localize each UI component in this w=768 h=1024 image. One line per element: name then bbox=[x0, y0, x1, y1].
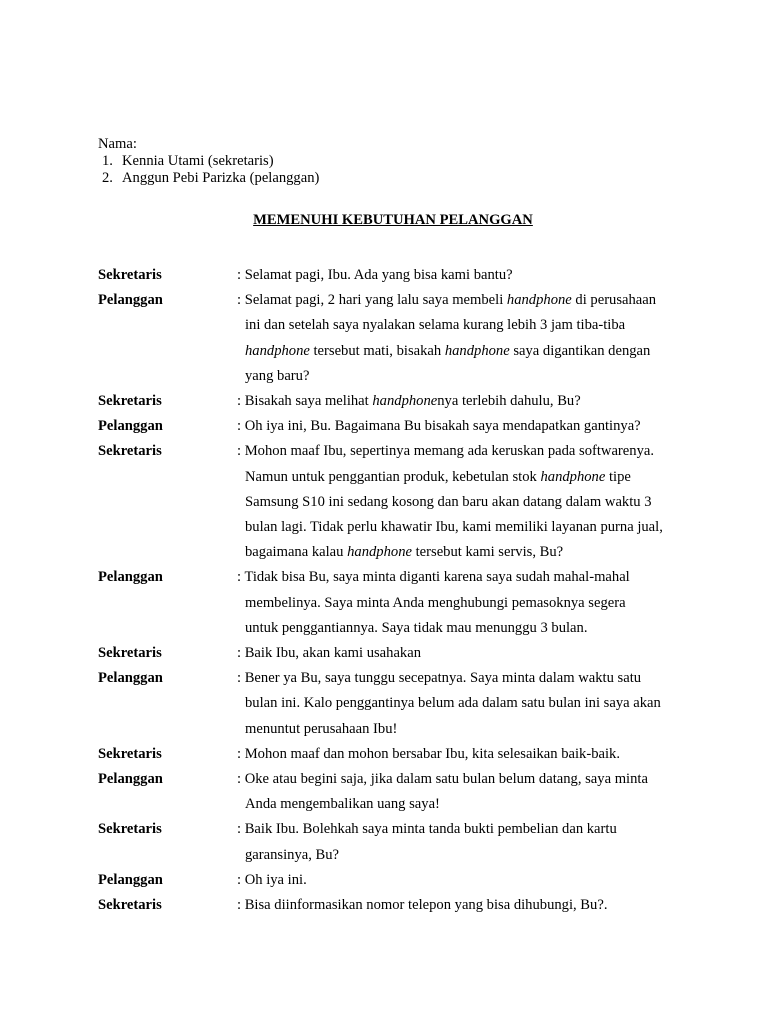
speech-segment: garansinya, Bu? bbox=[245, 846, 340, 863]
speech-segment: : Bener ya Bu, saya tunggu secepatnya. Saya minta dalam waktu satu bbox=[237, 670, 642, 687]
speaker-label: Pelanggan bbox=[98, 569, 163, 586]
speech-line bbox=[237, 313, 698, 338]
speech-line bbox=[237, 465, 698, 490]
speech-segment: : Oh iya ini, Bu. Bagaimana Bu bisakah saya mendapatkan gantinya? bbox=[237, 418, 641, 435]
speech-text bbox=[237, 868, 698, 893]
speaker-label: Sekretaris bbox=[98, 393, 162, 410]
speech-text bbox=[237, 767, 698, 817]
speech-text bbox=[237, 817, 698, 867]
speaker-label: Pelanggan bbox=[98, 771, 163, 788]
speech-segment: tipe bbox=[605, 468, 631, 485]
speech-line bbox=[237, 641, 698, 666]
speech-line bbox=[237, 364, 698, 389]
speech-line bbox=[237, 565, 698, 590]
dialog-turn bbox=[98, 893, 698, 918]
dialog-turn bbox=[98, 767, 698, 817]
speech-segment: : Baik Ibu, akan kami usahakan bbox=[237, 645, 421, 662]
participant-name: Kennia Utami (sekretaris) bbox=[122, 153, 274, 169]
dialog-turn bbox=[98, 565, 698, 641]
speaker-label: Sekretaris bbox=[98, 443, 162, 460]
speech-segment: menuntut perusahaan Ibu! bbox=[245, 720, 398, 737]
speech-line bbox=[237, 767, 698, 792]
speech-segment: : Selamat pagi, Ibu. Ada yang bisa kami bantu? bbox=[237, 267, 513, 283]
speech-text bbox=[237, 389, 698, 414]
dialog-turn bbox=[98, 868, 698, 893]
dialog-turn bbox=[98, 742, 698, 767]
speech-segment: : Selamat pagi, 2 hari yang lalu saya membeli bbox=[237, 292, 507, 309]
speech-segment: : Tidak bisa Bu, saya minta diganti karena saya sudah mahal-mahal bbox=[237, 569, 630, 586]
dialog-turn bbox=[98, 817, 698, 867]
speech-line bbox=[237, 717, 698, 742]
speech-text bbox=[237, 893, 698, 918]
speech-segment: nya terlebih dahulu, Bu? bbox=[437, 393, 581, 410]
speech-segment: saya digantikan dengan bbox=[509, 342, 651, 359]
participant-number: 1. bbox=[102, 153, 113, 169]
speech-segment: membelinya. Saya minta Anda menghubungi pemasoknya segera bbox=[245, 594, 626, 611]
speech-line bbox=[237, 742, 698, 767]
speaker-label: Pelanggan bbox=[98, 292, 163, 309]
speech-segment: Anda mengembalikan uang saya! bbox=[245, 796, 440, 813]
speech-segment: : Bisa diinformasikan nomor telepon yang bisa dihubungi, Bu?. bbox=[237, 897, 608, 914]
participants-list bbox=[98, 136, 319, 187]
dialog-turn bbox=[98, 389, 698, 414]
speech-line bbox=[237, 691, 698, 716]
participants-label: Nama: bbox=[98, 136, 137, 152]
speech-segment: bagaimana kalau bbox=[245, 544, 348, 561]
dialog-turn bbox=[98, 666, 698, 742]
speaker-label: Sekretaris bbox=[98, 897, 162, 914]
speech-line bbox=[237, 439, 698, 464]
speech-text bbox=[237, 565, 698, 641]
speech-segment: tersebut kami servis, Bu? bbox=[411, 544, 564, 561]
italic-term: handphone bbox=[540, 468, 606, 485]
speech-line bbox=[237, 389, 698, 414]
speech-segment: ini dan setelah saya nyalakan selama kurang lebih 3 jam tiba-tiba bbox=[245, 317, 626, 334]
speech-text bbox=[237, 666, 698, 742]
speech-segment: bulan lagi. Tidak perlu khawatir Ibu, kami memiliki layanan purna jual, bbox=[245, 519, 663, 536]
participant-number: 2. bbox=[102, 170, 113, 186]
speaker-label: Sekretaris bbox=[98, 745, 162, 762]
speech-text bbox=[237, 414, 698, 439]
speech-text bbox=[237, 288, 698, 389]
speech-text bbox=[237, 641, 698, 666]
speech-segment: : Baik Ibu. Bolehkah saya minta tanda bukti pembelian dan kartu bbox=[237, 821, 617, 838]
speech-segment: yang baru? bbox=[245, 367, 310, 384]
dialog-turn bbox=[98, 641, 698, 666]
speech-segment: : Mohon maaf Ibu, sepertinya memang ada keruskan pada softwarenya. bbox=[237, 443, 654, 460]
speech-line bbox=[237, 893, 698, 918]
speech-segment: : Oh iya ini. bbox=[237, 871, 307, 888]
speaker-label: Sekretaris bbox=[98, 821, 162, 838]
dialog-turn bbox=[98, 439, 698, 565]
speech-line bbox=[237, 288, 698, 313]
speech-line bbox=[237, 792, 698, 817]
dialog-turn bbox=[98, 414, 698, 439]
speaker-label: Sekretaris bbox=[98, 645, 162, 662]
speech-line bbox=[237, 817, 698, 842]
dialog-turn bbox=[98, 263, 698, 288]
speech-line bbox=[237, 263, 698, 288]
italic-term: handphone bbox=[372, 393, 438, 410]
speech-line bbox=[237, 515, 698, 540]
speech-text bbox=[237, 263, 698, 288]
speech-segment: untuk penggantiannya. Saya tidak mau menunggu 3 bulan. bbox=[245, 619, 588, 636]
italic-term: handphone bbox=[245, 342, 310, 359]
dialog-script bbox=[98, 263, 698, 918]
speaker-label: Sekretaris bbox=[98, 267, 162, 283]
speech-segment: : Mohon maaf dan mohon bersabar Ibu, kita selesaikan baik-baik. bbox=[237, 745, 620, 762]
speech-line bbox=[237, 490, 698, 515]
speech-segment: bulan ini. Kalo penggantinya belum ada dalam satu bulan ini saya akan bbox=[245, 695, 661, 712]
speaker-label: Pelanggan bbox=[98, 670, 163, 687]
speech-segment: : Bisakah saya melihat bbox=[237, 393, 373, 410]
speech-line bbox=[237, 339, 698, 364]
speech-line bbox=[237, 591, 698, 616]
speech-line bbox=[237, 843, 698, 868]
speaker-label: Pelanggan bbox=[98, 418, 163, 435]
italic-term: handphone bbox=[347, 544, 412, 561]
dialog-turn bbox=[98, 288, 698, 389]
speech-line bbox=[237, 540, 698, 565]
speech-line bbox=[237, 616, 698, 641]
speech-line bbox=[237, 868, 698, 893]
participant-item bbox=[98, 170, 319, 187]
participant-name: Anggun Pebi Parizka (pelanggan) bbox=[122, 170, 320, 186]
italic-term: handphone bbox=[506, 292, 572, 309]
speech-segment: : Oke atau begini saja, jika dalam satu bulan belum datang, saya minta bbox=[237, 771, 648, 788]
speech-line bbox=[237, 414, 698, 439]
speech-line bbox=[237, 666, 698, 691]
document-title: MEMENUHI KEBUTUHAN PELANGGAN bbox=[253, 212, 533, 228]
speech-segment: di perusahaan bbox=[571, 292, 657, 309]
speaker-label: Pelanggan bbox=[98, 871, 163, 888]
italic-term: handphone bbox=[444, 342, 510, 359]
participant-item bbox=[98, 153, 319, 170]
speech-segment: tersebut mati, bisakah bbox=[309, 342, 445, 359]
speech-segment: Samsung S10 ini sedang kosong dan baru akan datang dalam waktu 3 bbox=[245, 493, 652, 510]
speech-text bbox=[237, 742, 698, 767]
speech-segment: Namun untuk penggantian produk, kebetulan stok bbox=[245, 468, 541, 485]
speech-text bbox=[237, 439, 698, 565]
